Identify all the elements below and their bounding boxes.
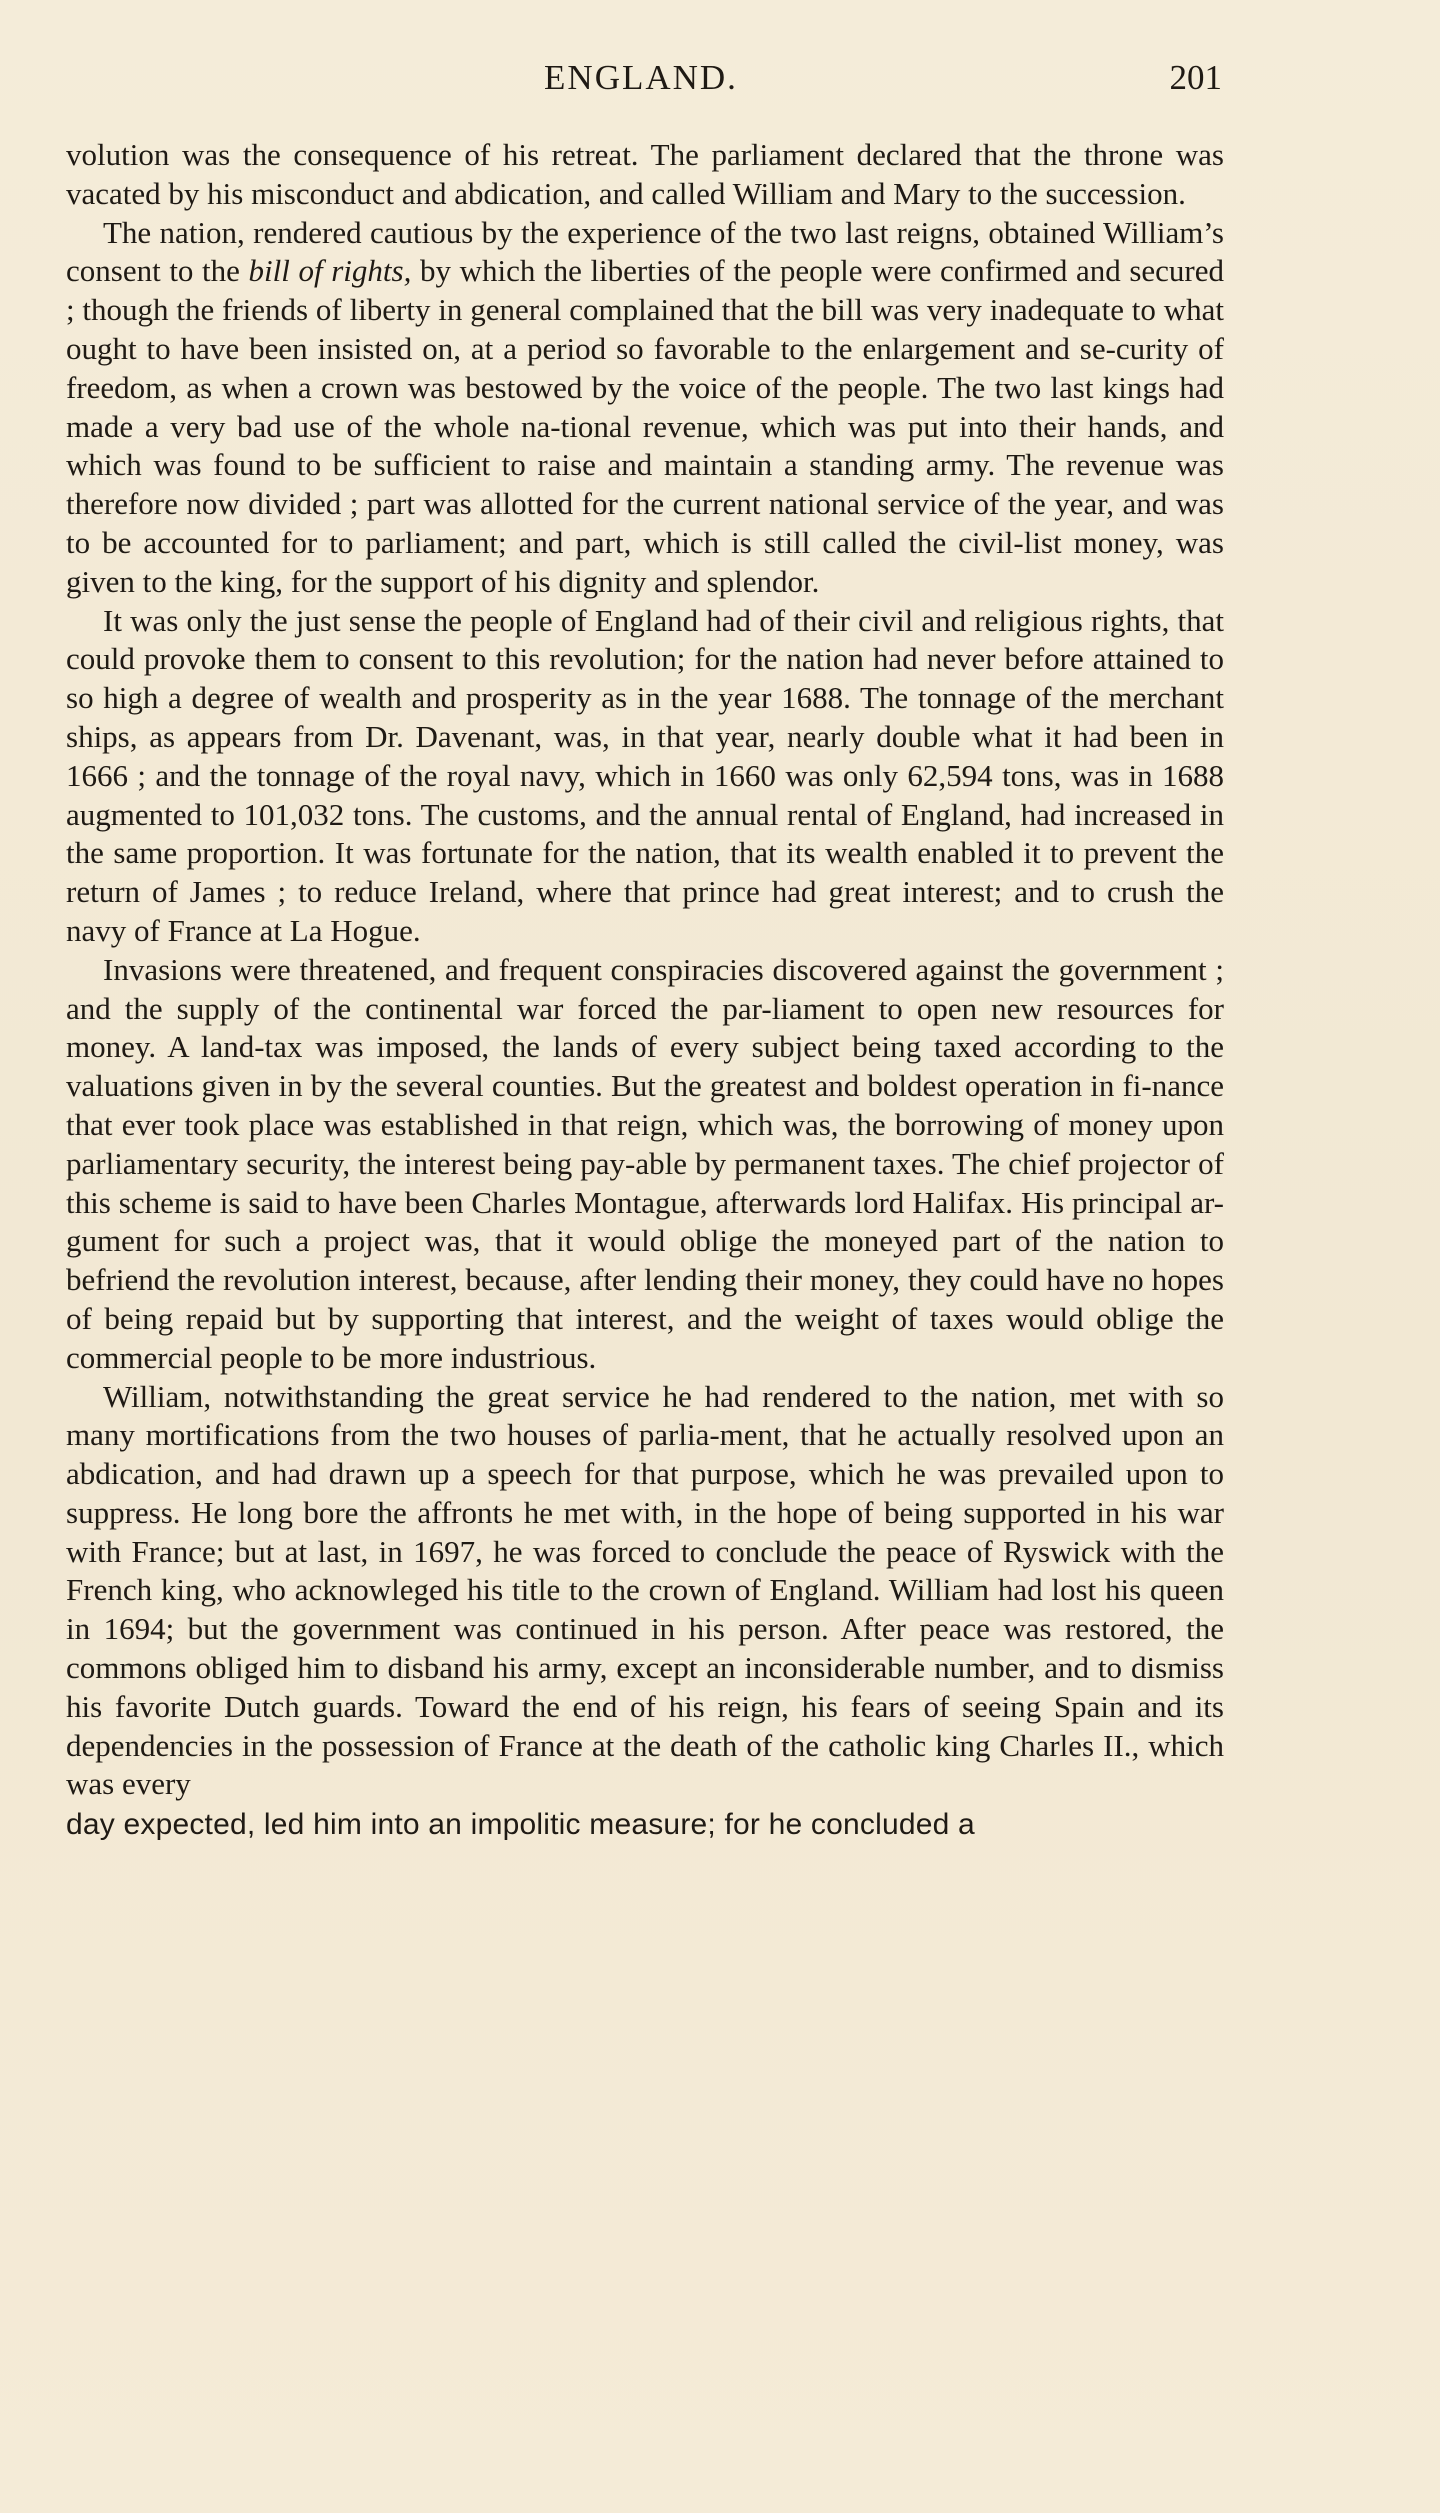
paragraph-6-final-line: day expected, led him into an impolitic measure; for he concluded a bbox=[66, 1808, 975, 1842]
paragraph-4: Invasions were threatened, and frequent conspiracies discovered against the government ; and the supply of the continental war forced the par-liament to open new resources for money. A land-tax was imposed, the lands of every subject being taxed according to the valuations given in by the several counties. But the greatest and boldest operation in fi-nance that ever took place was established in that reign, which was, the borrowing of money upon parliamentary security, the interest being pay-able by permanent taxes. The chief projector of this scheme is said to have been Charles Montague, afterwards lord Halifax. His principal ar-gument for such a project was, that it would oblige the moneyed part of the nation to befriend the revolution interest, because, after lending their money, they could have no hopes of being repaid but by supporting that interest, and the weight of taxes would oblige the commercial people to be more industrious. bbox=[66, 951, 1224, 1375]
paragraph-2-text-after: by which the liberties of the people were confirmed and secured ; though the friends of liberty in general complained that the bill was very inadequate to what ought to have been insisted on, at a period so favorable to the enlargement and se-curity of freedom, as when a crown was bestowed by the voice of the people. The two last kings had made a very bad use of the whole na-tional revenue, which was put into their hands, and which was found to be sufficient to raise and maintain a standing army. The revenue was therefore now divided ; part was allotted for the current national service of the year, and was to be accounted for to parliament; and part, which is still called the civil-list money, was given to the king, for the support of his dignity and splendor. bbox=[66, 253, 1225, 599]
page-number: 201 bbox=[1169, 58, 1222, 97]
bill-of-rights-emphasis: bill of rights, bbox=[248, 253, 412, 289]
paragraph-5: William, notwithstanding the great service he had rendered to the nation, met with so many mortifications from the two houses of parlia-ment, that he actually resolved upon an abdication, and had drawn up a speech for that purpose, which he was prevailed upon to suppress. He long bore the affronts he met with, in the hope of being supported in his war with France; but at last, in 1697, he was forced to conclude the peace of Ryswick with the French king, who acknowleged his title to the crown of England. William had lost his queen in 1694; but the government was continued in his person. After peace was restored, the commons obliged him to disband his army, except an inconsiderable number, and to dismiss his favorite Dutch guards. Toward the end of his reign, his fears of seeing Spain and its dependencies in the possession of France at the death of the catholic king Charles II., which was every bbox=[66, 1378, 1224, 1802]
page-header bbox=[60, 48, 1222, 108]
paragraph-3: It was only the just sense the people of England had of their civil and religious rights, that could provoke them to consent to this revolution; for the nation had never before attained to so high a degree of wealth and prosperity as in the year 1688. The tonnage of the merchant ships, as appears from Dr. Davenant, was, in that year, nearly double what it had been in 1666 ; and the tonnage of the royal navy, which in 1660 was only 62,594 tons, was in 1688 augmented to 101,032 tons. The customs, and the annual rental of England, had increased in the same proportion. It was fortunate for the nation, that its wealth enabled it to prevent the return of James ; to reduce Ireland, where that prince had great interest; and to crush the navy of France at La Hogue. bbox=[66, 602, 1224, 948]
running-title: ENGLAND. bbox=[544, 58, 738, 97]
body-text bbox=[66, 136, 1224, 1846]
paragraph-2-text-before: The nation, rendered cautious by the experience of the two last reigns, obtained William’s consent to the bbox=[66, 214, 1224, 289]
paragraph-1: volution was the consequence of his retreat. The parliament declared that the throne was vacated by his misconduct and abdication, and called William and Mary to the succession. bbox=[66, 137, 1224, 211]
paragraph-2 bbox=[66, 214, 1224, 602]
